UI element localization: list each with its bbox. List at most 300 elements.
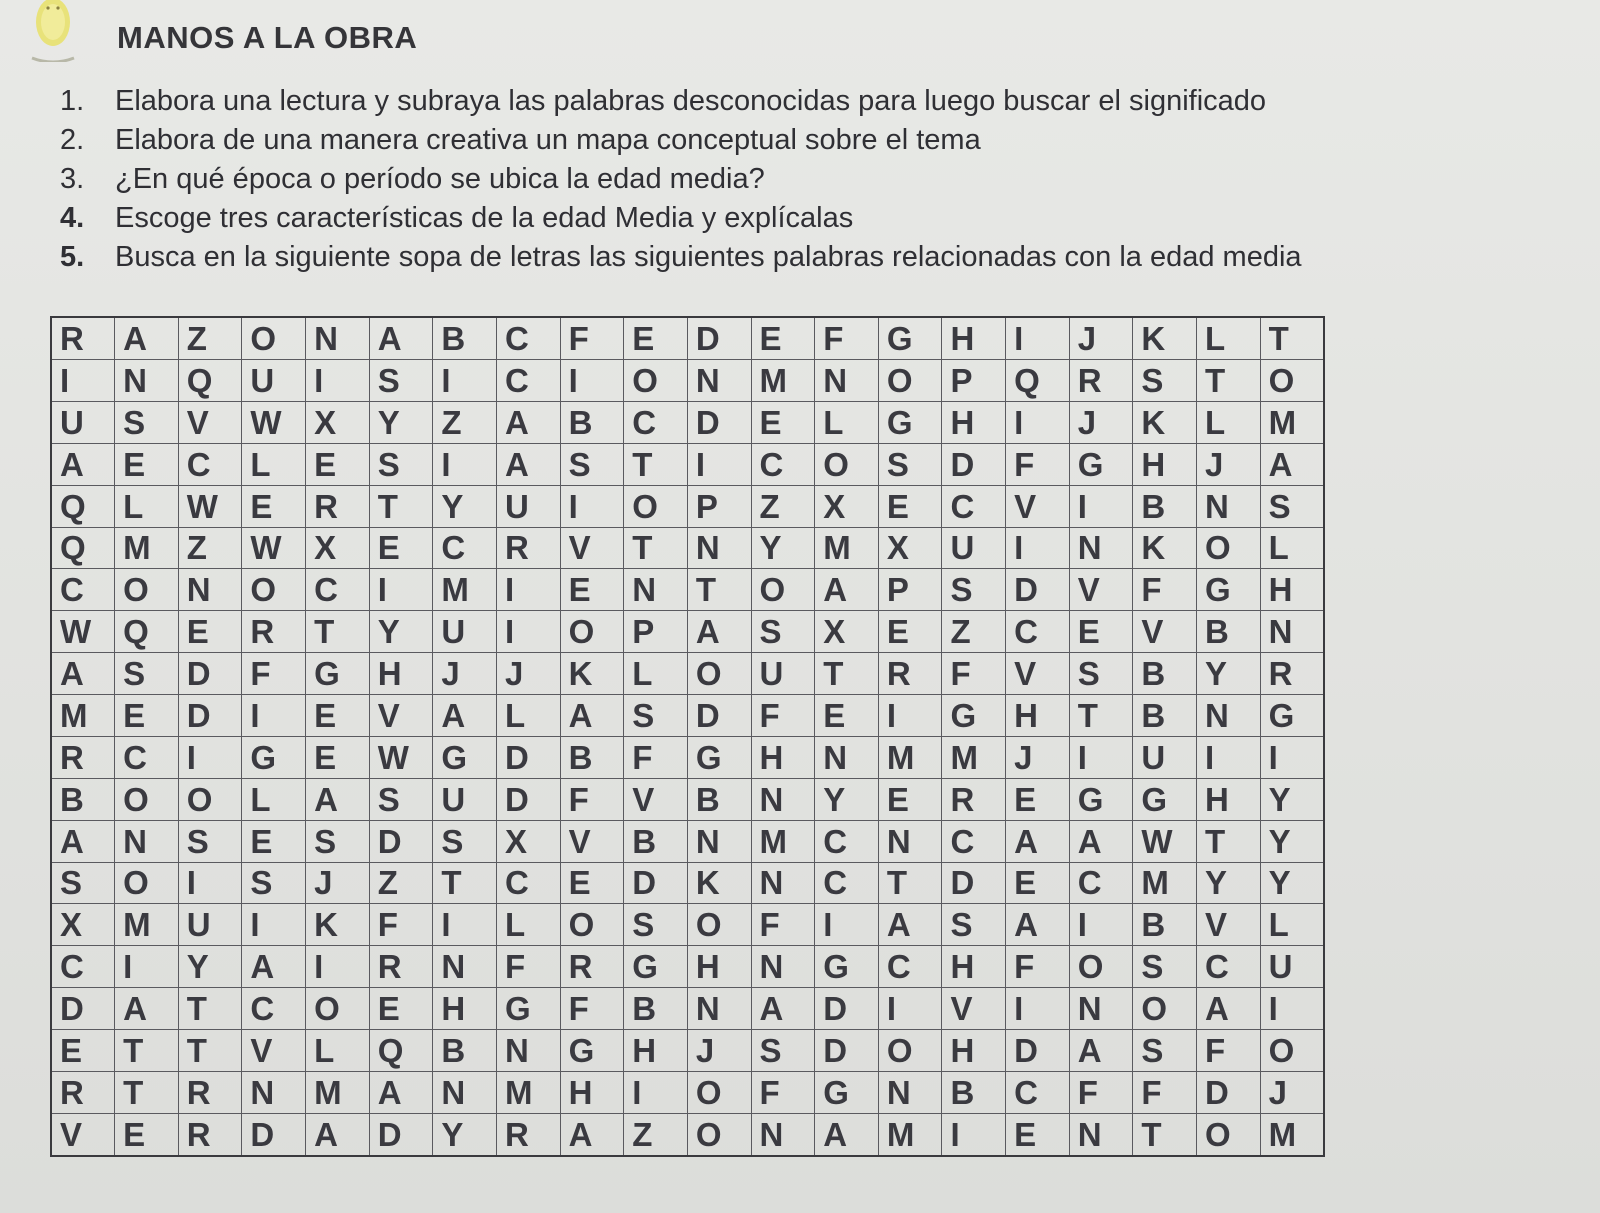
letter-cell[interactable]: Y xyxy=(1260,820,1324,862)
letter-cell[interactable]: E xyxy=(878,485,942,527)
letter-cell[interactable]: U xyxy=(178,904,242,946)
letter-cell[interactable]: S xyxy=(369,360,433,402)
letter-cell[interactable]: S xyxy=(560,443,624,485)
letter-cell[interactable]: C xyxy=(1006,1071,1070,1113)
letter-cell[interactable]: M xyxy=(751,820,815,862)
letter-cell[interactable]: N xyxy=(687,820,751,862)
letter-cell[interactable]: M xyxy=(942,736,1006,778)
letter-cell[interactable]: C xyxy=(751,443,815,485)
letter-cell[interactable]: N xyxy=(306,317,370,360)
letter-cell[interactable]: G xyxy=(942,695,1006,737)
letter-cell[interactable]: C xyxy=(942,485,1006,527)
letter-cell[interactable]: J xyxy=(1197,443,1261,485)
letter-cell[interactable]: N xyxy=(624,569,688,611)
letter-cell[interactable]: F xyxy=(751,904,815,946)
letter-cell[interactable]: B xyxy=(1133,695,1197,737)
letter-cell[interactable]: E xyxy=(369,527,433,569)
letter-cell[interactable]: L xyxy=(624,653,688,695)
letter-cell[interactable]: O xyxy=(560,904,624,946)
letter-cell[interactable]: Y xyxy=(178,946,242,988)
letter-cell[interactable]: G xyxy=(815,1071,879,1113)
letter-cell[interactable]: I xyxy=(51,360,115,402)
letter-cell[interactable]: M xyxy=(1260,1113,1324,1156)
letter-cell[interactable]: C xyxy=(1197,946,1261,988)
letter-cell[interactable]: S xyxy=(242,862,306,904)
letter-cell[interactable]: K xyxy=(306,904,370,946)
letter-cell[interactable]: F xyxy=(815,317,879,360)
letter-cell[interactable]: I xyxy=(1069,485,1133,527)
letter-cell[interactable]: S xyxy=(115,653,179,695)
letter-cell[interactable]: H xyxy=(369,653,433,695)
letter-cell[interactable]: D xyxy=(687,317,751,360)
letter-cell[interactable]: I xyxy=(560,485,624,527)
letter-cell[interactable]: A xyxy=(1006,820,1070,862)
letter-cell[interactable]: I xyxy=(306,360,370,402)
letter-cell[interactable]: H xyxy=(1006,695,1070,737)
letter-cell[interactable]: A xyxy=(560,695,624,737)
letter-cell[interactable]: I xyxy=(1069,736,1133,778)
letter-cell[interactable]: R xyxy=(51,1071,115,1113)
letter-cell[interactable]: S xyxy=(624,695,688,737)
letter-cell[interactable]: S xyxy=(1069,653,1133,695)
letter-cell[interactable]: P xyxy=(624,611,688,653)
letter-cell[interactable]: O xyxy=(624,485,688,527)
letter-cell[interactable]: C xyxy=(624,401,688,443)
letter-cell[interactable]: C xyxy=(242,988,306,1030)
letter-cell[interactable]: C xyxy=(178,443,242,485)
letter-cell[interactable]: M xyxy=(751,360,815,402)
letter-cell[interactable]: R xyxy=(1069,360,1133,402)
letter-cell[interactable]: U xyxy=(433,611,497,653)
letter-cell[interactable]: F xyxy=(560,778,624,820)
letter-cell[interactable]: O xyxy=(242,317,306,360)
letter-cell[interactable]: H xyxy=(942,317,1006,360)
letter-cell[interactable]: Y xyxy=(433,1113,497,1156)
letter-cell[interactable]: N xyxy=(751,1113,815,1156)
letter-cell[interactable]: B xyxy=(687,778,751,820)
letter-cell[interactable]: T xyxy=(624,443,688,485)
letter-cell[interactable]: I xyxy=(496,611,560,653)
letter-cell[interactable]: T xyxy=(306,611,370,653)
letter-cell[interactable]: E xyxy=(1006,1113,1070,1156)
letter-cell[interactable]: Q xyxy=(115,611,179,653)
letter-cell[interactable]: P xyxy=(942,360,1006,402)
letter-cell[interactable]: Q xyxy=(369,1030,433,1072)
letter-cell[interactable]: O xyxy=(1133,988,1197,1030)
letter-cell[interactable]: T xyxy=(1197,360,1261,402)
letter-cell[interactable]: G xyxy=(1069,778,1133,820)
letter-cell[interactable]: H xyxy=(560,1071,624,1113)
letter-cell[interactable]: A xyxy=(433,695,497,737)
letter-cell[interactable]: Y xyxy=(1197,862,1261,904)
letter-cell[interactable]: V xyxy=(560,820,624,862)
letter-cell[interactable]: N xyxy=(751,946,815,988)
letter-cell[interactable]: R xyxy=(496,527,560,569)
letter-cell[interactable]: A xyxy=(1006,904,1070,946)
letter-cell[interactable]: V xyxy=(1069,569,1133,611)
letter-cell[interactable]: A xyxy=(751,988,815,1030)
letter-cell[interactable]: A xyxy=(560,1113,624,1156)
letter-cell[interactable]: S xyxy=(178,820,242,862)
letter-cell[interactable]: K xyxy=(1133,527,1197,569)
letter-cell[interactable]: F xyxy=(624,736,688,778)
letter-cell[interactable]: E xyxy=(306,736,370,778)
letter-cell[interactable]: F xyxy=(942,653,1006,695)
letter-cell[interactable]: D xyxy=(1006,569,1070,611)
letter-cell[interactable]: O xyxy=(687,653,751,695)
letter-cell[interactable]: A xyxy=(51,820,115,862)
letter-cell[interactable]: D xyxy=(496,736,560,778)
letter-cell[interactable]: X xyxy=(815,485,879,527)
letter-cell[interactable]: E xyxy=(1006,862,1070,904)
letter-cell[interactable]: D xyxy=(51,988,115,1030)
letter-cell[interactable]: I xyxy=(815,904,879,946)
letter-cell[interactable]: G xyxy=(242,736,306,778)
letter-cell[interactable]: M xyxy=(306,1071,370,1113)
letter-cell[interactable]: Z xyxy=(178,527,242,569)
letter-cell[interactable]: A xyxy=(815,569,879,611)
letter-cell[interactable]: R xyxy=(369,946,433,988)
letter-cell[interactable]: A xyxy=(1069,1030,1133,1072)
letter-cell[interactable]: N xyxy=(1069,527,1133,569)
letter-cell[interactable]: U xyxy=(942,527,1006,569)
letter-cell[interactable]: T xyxy=(115,1030,179,1072)
letter-cell[interactable]: X xyxy=(878,527,942,569)
letter-cell[interactable]: V xyxy=(624,778,688,820)
letter-cell[interactable]: Z xyxy=(942,611,1006,653)
letter-cell[interactable]: I xyxy=(242,904,306,946)
letter-cell[interactable]: C xyxy=(1069,862,1133,904)
letter-cell[interactable]: F xyxy=(1197,1030,1261,1072)
letter-cell[interactable]: J xyxy=(1006,736,1070,778)
letter-cell[interactable]: A xyxy=(878,904,942,946)
letter-cell[interactable]: O xyxy=(751,569,815,611)
letter-cell[interactable]: I xyxy=(242,695,306,737)
letter-cell[interactable]: A xyxy=(496,443,560,485)
letter-cell[interactable]: I xyxy=(942,1113,1006,1156)
letter-cell[interactable]: C xyxy=(115,736,179,778)
letter-cell[interactable]: E xyxy=(751,317,815,360)
letter-cell[interactable]: N xyxy=(178,569,242,611)
letter-cell[interactable]: C xyxy=(496,862,560,904)
letter-cell[interactable]: O xyxy=(1260,1030,1324,1072)
letter-cell[interactable]: A xyxy=(1197,988,1261,1030)
letter-cell[interactable]: L xyxy=(242,443,306,485)
letter-cell[interactable]: E xyxy=(115,443,179,485)
letter-cell[interactable]: Q xyxy=(51,485,115,527)
letter-cell[interactable]: G xyxy=(433,736,497,778)
letter-cell[interactable]: G xyxy=(815,946,879,988)
letter-cell[interactable]: A xyxy=(51,653,115,695)
letter-cell[interactable]: Z xyxy=(624,1113,688,1156)
letter-cell[interactable]: H xyxy=(1197,778,1261,820)
letter-cell[interactable]: C xyxy=(51,946,115,988)
letter-cell[interactable]: K xyxy=(1133,317,1197,360)
letter-cell[interactable]: V xyxy=(242,1030,306,1072)
letter-cell[interactable]: J xyxy=(1069,317,1133,360)
letter-cell[interactable]: V xyxy=(942,988,1006,1030)
letter-cell[interactable]: Y xyxy=(369,401,433,443)
letter-cell[interactable]: E xyxy=(624,317,688,360)
letter-cell[interactable]: F xyxy=(1133,569,1197,611)
letter-cell[interactable]: L xyxy=(115,485,179,527)
letter-cell[interactable]: N xyxy=(496,1030,560,1072)
letter-cell[interactable]: L xyxy=(242,778,306,820)
letter-cell[interactable]: S xyxy=(751,611,815,653)
letter-cell[interactable]: V xyxy=(560,527,624,569)
letter-cell[interactable]: V xyxy=(1006,485,1070,527)
letter-cell[interactable]: W xyxy=(242,401,306,443)
letter-cell[interactable]: E xyxy=(242,820,306,862)
letter-cell[interactable]: J xyxy=(1260,1071,1324,1113)
letter-cell[interactable]: M xyxy=(496,1071,560,1113)
letter-cell[interactable]: S xyxy=(115,401,179,443)
letter-cell[interactable]: N xyxy=(815,360,879,402)
letter-cell[interactable]: H xyxy=(433,988,497,1030)
letter-cell[interactable]: V xyxy=(1197,904,1261,946)
letter-cell[interactable]: I xyxy=(687,443,751,485)
letter-cell[interactable]: O xyxy=(687,904,751,946)
letter-cell[interactable]: U xyxy=(751,653,815,695)
letter-cell[interactable]: B xyxy=(433,1030,497,1072)
letter-cell[interactable]: G xyxy=(1069,443,1133,485)
letter-cell[interactable]: A xyxy=(242,946,306,988)
letter-cell[interactable]: C xyxy=(496,360,560,402)
letter-cell[interactable]: E xyxy=(306,443,370,485)
letter-cell[interactable]: D xyxy=(624,862,688,904)
letter-cell[interactable]: W xyxy=(242,527,306,569)
letter-cell[interactable]: S xyxy=(1133,360,1197,402)
letter-cell[interactable]: Z xyxy=(751,485,815,527)
letter-cell[interactable]: V xyxy=(369,695,433,737)
letter-cell[interactable]: O xyxy=(306,988,370,1030)
letter-cell[interactable]: I xyxy=(1006,317,1070,360)
letter-cell[interactable]: I xyxy=(560,360,624,402)
letter-cell[interactable]: I xyxy=(178,862,242,904)
letter-cell[interactable]: C xyxy=(815,862,879,904)
letter-cell[interactable]: D xyxy=(815,988,879,1030)
letter-cell[interactable]: T xyxy=(178,1030,242,1072)
letter-cell[interactable]: A xyxy=(115,988,179,1030)
letter-cell[interactable]: N xyxy=(878,1071,942,1113)
letter-cell[interactable]: R xyxy=(1260,653,1324,695)
letter-cell[interactable]: M xyxy=(115,904,179,946)
letter-cell[interactable]: L xyxy=(496,904,560,946)
letter-cell[interactable]: I xyxy=(1260,736,1324,778)
letter-cell[interactable]: C xyxy=(878,946,942,988)
letter-cell[interactable]: T xyxy=(624,527,688,569)
letter-cell[interactable]: I xyxy=(1006,401,1070,443)
letter-cell[interactable]: N xyxy=(115,360,179,402)
letter-cell[interactable]: M xyxy=(815,527,879,569)
letter-cell[interactable]: A xyxy=(115,317,179,360)
letter-cell[interactable]: J xyxy=(687,1030,751,1072)
letter-cell[interactable]: U xyxy=(496,485,560,527)
letter-cell[interactable]: U xyxy=(1260,946,1324,988)
letter-cell[interactable]: Y xyxy=(1260,862,1324,904)
letter-cell[interactable]: G xyxy=(496,988,560,1030)
letter-cell[interactable]: K xyxy=(560,653,624,695)
letter-cell[interactable]: D xyxy=(815,1030,879,1072)
letter-cell[interactable]: K xyxy=(687,862,751,904)
letter-cell[interactable]: Y xyxy=(815,778,879,820)
letter-cell[interactable]: G xyxy=(1133,778,1197,820)
letter-cell[interactable]: I xyxy=(496,569,560,611)
letter-cell[interactable]: O xyxy=(878,360,942,402)
letter-cell[interactable]: S xyxy=(306,820,370,862)
letter-cell[interactable]: E xyxy=(369,988,433,1030)
letter-cell[interactable]: X xyxy=(496,820,560,862)
letter-cell[interactable]: A xyxy=(369,317,433,360)
letter-cell[interactable]: I xyxy=(433,904,497,946)
letter-cell[interactable]: D xyxy=(178,653,242,695)
letter-cell[interactable]: T xyxy=(433,862,497,904)
letter-cell[interactable]: Y xyxy=(1260,778,1324,820)
letter-cell[interactable]: C xyxy=(815,820,879,862)
letter-cell[interactable]: R xyxy=(178,1071,242,1113)
letter-cell[interactable]: R xyxy=(51,736,115,778)
letter-cell[interactable]: T xyxy=(687,569,751,611)
letter-cell[interactable]: I xyxy=(878,695,942,737)
letter-cell[interactable]: Z xyxy=(369,862,433,904)
letter-cell[interactable]: R xyxy=(178,1113,242,1156)
letter-cell[interactable]: V xyxy=(1006,653,1070,695)
letter-cell[interactable]: G xyxy=(560,1030,624,1072)
letter-cell[interactable]: H xyxy=(1260,569,1324,611)
letter-cell[interactable]: B xyxy=(1197,611,1261,653)
letter-cell[interactable]: Y xyxy=(751,527,815,569)
letter-cell[interactable]: I xyxy=(1197,736,1261,778)
letter-cell[interactable]: Z xyxy=(433,401,497,443)
letter-cell[interactable]: O xyxy=(687,1071,751,1113)
letter-cell[interactable]: N xyxy=(115,820,179,862)
letter-cell[interactable]: B xyxy=(433,317,497,360)
letter-cell[interactable]: E xyxy=(306,695,370,737)
letter-cell[interactable]: U xyxy=(242,360,306,402)
letter-cell[interactable]: I xyxy=(433,360,497,402)
letter-cell[interactable]: E xyxy=(878,778,942,820)
letter-cell[interactable]: O xyxy=(1260,360,1324,402)
letter-cell[interactable]: N xyxy=(242,1071,306,1113)
letter-cell[interactable]: N xyxy=(878,820,942,862)
letter-cell[interactable]: N xyxy=(815,736,879,778)
letter-cell[interactable]: U xyxy=(51,401,115,443)
letter-cell[interactable]: B xyxy=(624,820,688,862)
letter-cell[interactable]: E xyxy=(560,862,624,904)
letter-cell[interactable]: O xyxy=(1197,527,1261,569)
letter-cell[interactable]: O xyxy=(878,1030,942,1072)
letter-cell[interactable]: I xyxy=(115,946,179,988)
letter-cell[interactable]: S xyxy=(1260,485,1324,527)
letter-cell[interactable]: E xyxy=(878,611,942,653)
letter-cell[interactable]: O xyxy=(560,611,624,653)
letter-cell[interactable]: I xyxy=(1260,988,1324,1030)
letter-cell[interactable]: S xyxy=(1133,1030,1197,1072)
letter-cell[interactable]: V xyxy=(1133,611,1197,653)
letter-cell[interactable]: S xyxy=(369,778,433,820)
letter-cell[interactable]: L xyxy=(496,695,560,737)
letter-cell[interactable]: X xyxy=(306,401,370,443)
letter-cell[interactable]: F xyxy=(560,317,624,360)
letter-cell[interactable]: P xyxy=(687,485,751,527)
letter-cell[interactable]: E xyxy=(560,569,624,611)
letter-cell[interactable]: G xyxy=(1260,695,1324,737)
letter-cell[interactable]: S xyxy=(624,904,688,946)
letter-cell[interactable]: U xyxy=(1133,736,1197,778)
letter-cell[interactable]: C xyxy=(1006,611,1070,653)
letter-cell[interactable]: I xyxy=(1006,527,1070,569)
letter-cell[interactable]: S xyxy=(1133,946,1197,988)
letter-cell[interactable]: O xyxy=(815,443,879,485)
letter-cell[interactable]: M xyxy=(878,1113,942,1156)
letter-cell[interactable]: F xyxy=(369,904,433,946)
letter-cell[interactable]: N xyxy=(751,862,815,904)
letter-cell[interactable]: Q xyxy=(1006,360,1070,402)
letter-cell[interactable]: M xyxy=(1260,401,1324,443)
letter-cell[interactable]: J xyxy=(1069,401,1133,443)
letter-cell[interactable]: N xyxy=(1069,988,1133,1030)
letter-cell[interactable]: D xyxy=(369,1113,433,1156)
letter-cell[interactable]: U xyxy=(433,778,497,820)
letter-cell[interactable]: O xyxy=(178,778,242,820)
letter-cell[interactable]: Y xyxy=(1197,653,1261,695)
letter-cell[interactable]: L xyxy=(1197,317,1261,360)
letter-cell[interactable]: N xyxy=(433,946,497,988)
letter-cell[interactable]: E xyxy=(751,401,815,443)
letter-cell[interactable]: M xyxy=(433,569,497,611)
letter-cell[interactable]: Q xyxy=(51,527,115,569)
letter-cell[interactable]: B xyxy=(51,778,115,820)
letter-cell[interactable]: E xyxy=(1006,778,1070,820)
letter-cell[interactable]: F xyxy=(242,653,306,695)
letter-cell[interactable]: L xyxy=(306,1030,370,1072)
letter-cell[interactable]: A xyxy=(1069,820,1133,862)
letter-cell[interactable]: L xyxy=(1197,401,1261,443)
letter-cell[interactable]: J xyxy=(433,653,497,695)
letter-cell[interactable]: T xyxy=(115,1071,179,1113)
letter-cell[interactable]: T xyxy=(878,862,942,904)
letter-cell[interactable]: R xyxy=(942,778,1006,820)
letter-cell[interactable]: O xyxy=(115,778,179,820)
letter-cell[interactable]: T xyxy=(1197,820,1261,862)
letter-cell[interactable]: R xyxy=(306,485,370,527)
letter-cell[interactable]: K xyxy=(1133,401,1197,443)
letter-cell[interactable]: Z xyxy=(178,317,242,360)
letter-cell[interactable]: D xyxy=(942,862,1006,904)
letter-cell[interactable]: J xyxy=(306,862,370,904)
letter-cell[interactable]: A xyxy=(306,1113,370,1156)
letter-cell[interactable]: O xyxy=(115,569,179,611)
letter-cell[interactable]: S xyxy=(942,904,1006,946)
letter-cell[interactable]: H xyxy=(687,946,751,988)
letter-cell[interactable]: I xyxy=(1069,904,1133,946)
letter-cell[interactable]: O xyxy=(624,360,688,402)
letter-cell[interactable]: F xyxy=(1006,946,1070,988)
letter-cell[interactable]: C xyxy=(433,527,497,569)
letter-cell[interactable]: W xyxy=(178,485,242,527)
letter-cell[interactable]: N xyxy=(687,360,751,402)
letter-cell[interactable]: S xyxy=(878,443,942,485)
letter-cell[interactable]: E xyxy=(115,695,179,737)
letter-cell[interactable]: X xyxy=(306,527,370,569)
letter-cell[interactable]: T xyxy=(369,485,433,527)
letter-cell[interactable]: G xyxy=(878,317,942,360)
letter-cell[interactable]: M xyxy=(878,736,942,778)
letter-cell[interactable]: E xyxy=(1069,611,1133,653)
letter-cell[interactable]: D xyxy=(687,695,751,737)
letter-cell[interactable]: B xyxy=(560,736,624,778)
letter-cell[interactable]: G xyxy=(878,401,942,443)
